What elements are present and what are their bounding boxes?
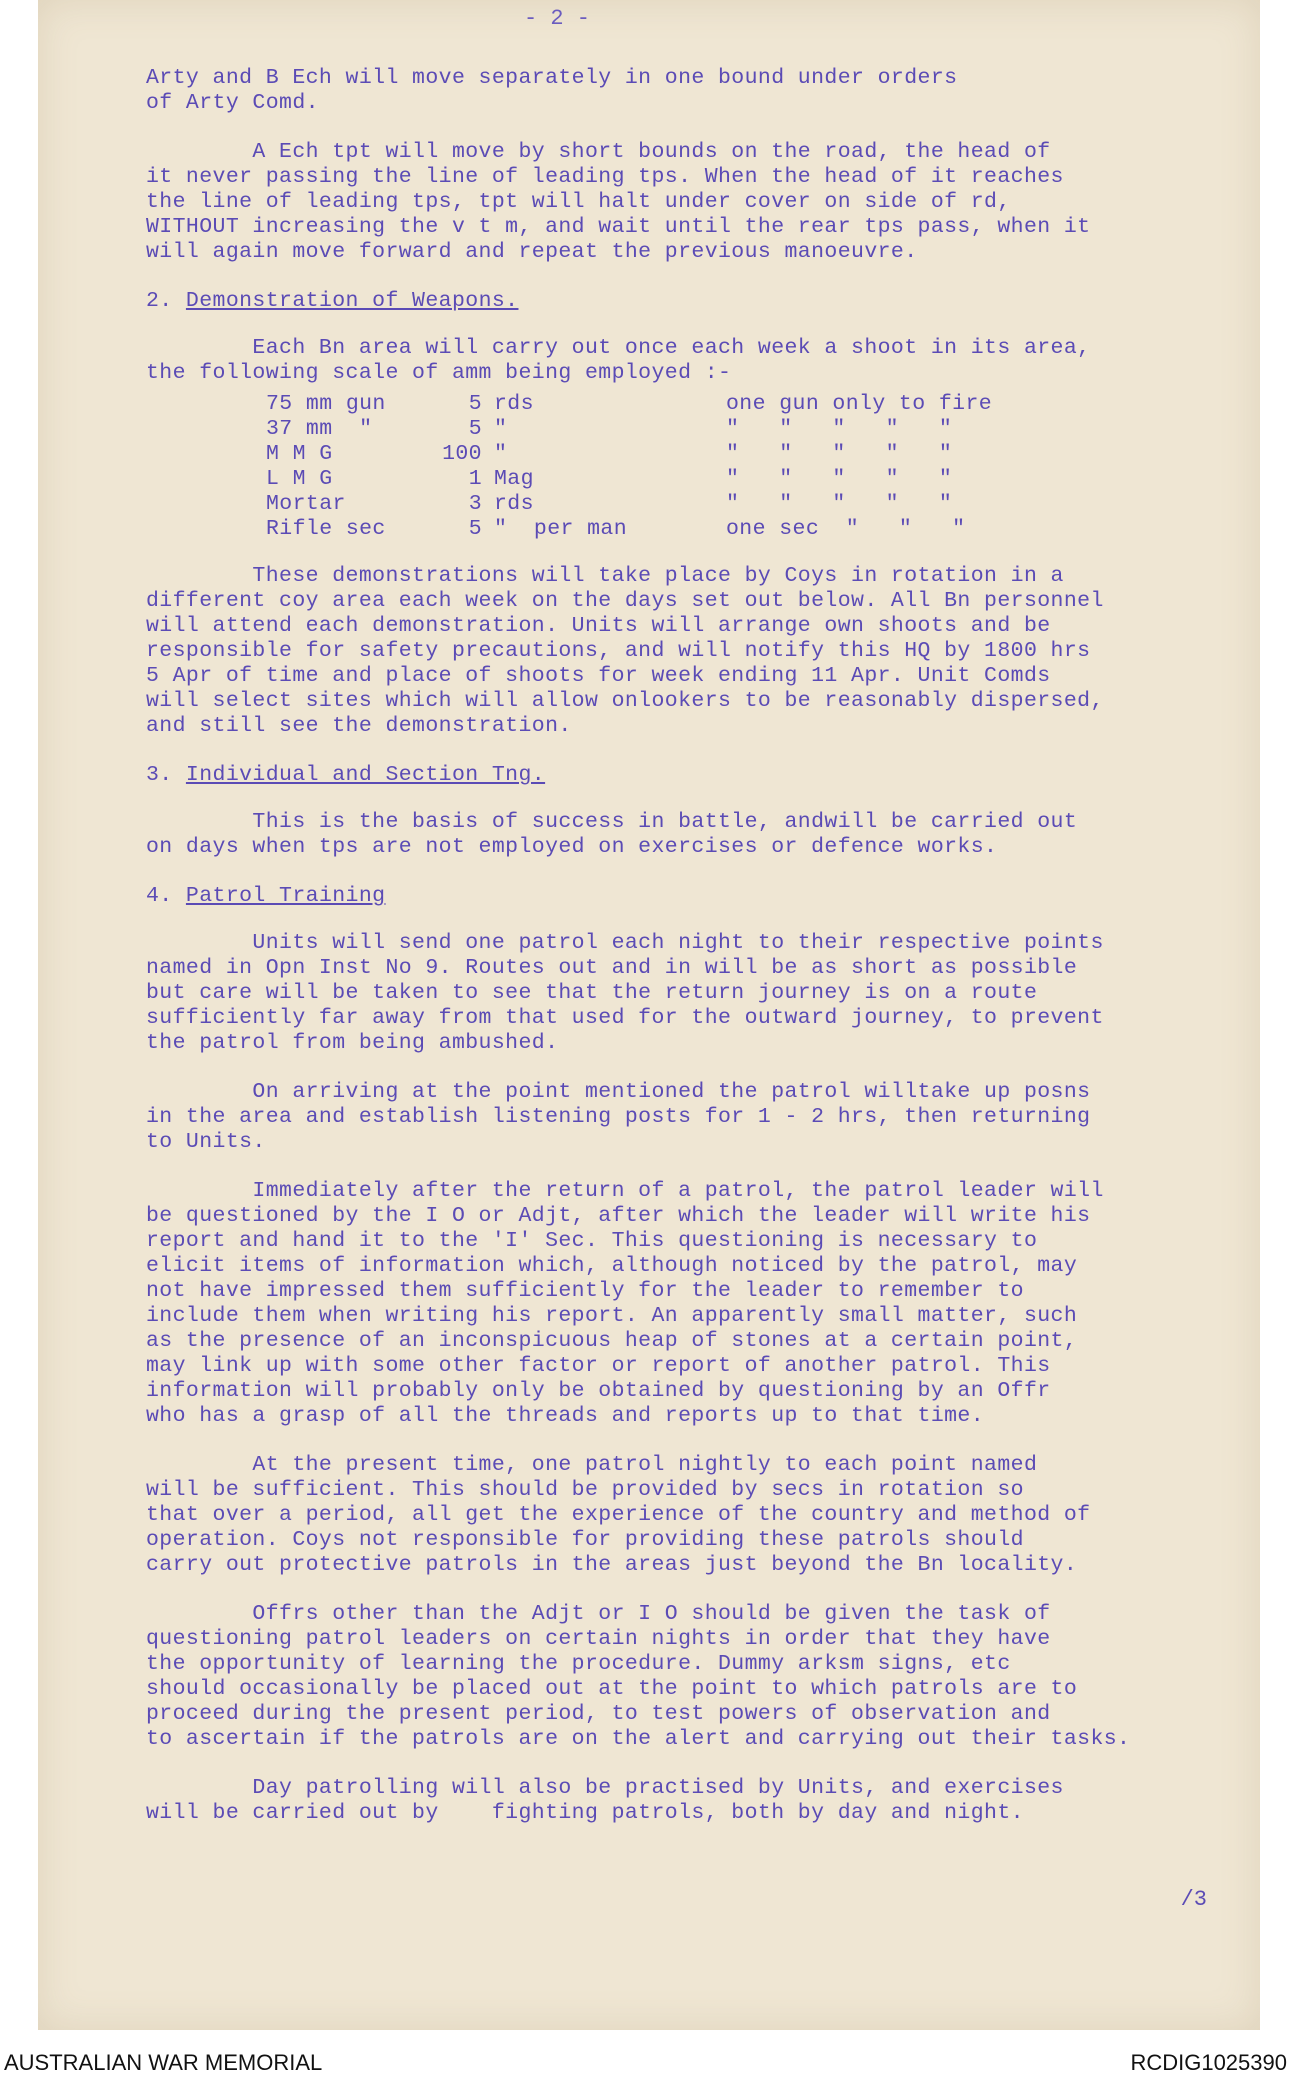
ammo-row: Mortar 3 rds " " " " ": [266, 492, 953, 516]
footer-institution: AUSTRALIAN WAR MEMORIAL: [4, 2050, 323, 2075]
section-3-paragraph-1: This is the basis of success in battle, andwill be carried out on days when tps are not employed on exercises or defence works.: [146, 810, 1078, 859]
footer-record-id: RCDIG1025390: [1130, 2050, 1287, 2075]
section-3-title: Individual and Section Tng.: [185, 763, 546, 787]
section-4-paragraph-3: Immediately after the return of a patrol, the patrol leader will be questioned by the I O or Adjt, after which the leader will write his report and hand it to the 'I' Sec. This questioning is necessary to elicit items of information which, although noticed by the patrol, may not have impressed them sufficiently for the leader to remember to include them when writing his report. An apparently small matter, such as the presence of an inconspicuous heap of stones at a certain point, may link up with some other factor or report of another patrol. This information will probably only be obtained by questioning by an Offr who has a grasp of all the threads and reports up to that time.: [146, 1179, 1104, 1428]
section-4-paragraph-4: At the present time, one patrol nightly to each point named will be sufficient. This should be provided by secs in rotation so that over a period, all get the experience of the country and method of operation. Coys not responsible for providing these patrols should carry out protective patrols in the areas just beyond the Bn locality.: [146, 1453, 1091, 1577]
continuation-marker: /3: [1180, 1887, 1207, 1912]
section-3-number: 3.: [146, 763, 173, 787]
section-4-paragraph-5: Offrs other than the Adjt or I O should be given the task of questioning patrol leaders on certain nights in order that they have the opportunity of learning the procedure. Dummy arksm signs, etc should occasionally be placed out at the point to which patrols are to proceed during the present period, to test powers of observation and to ascertain if the patrols are on the alert and carrying out their tasks.: [146, 1602, 1131, 1751]
ammunition-scale-table: [146, 392, 1226, 542]
section-2-number: 2.: [146, 289, 173, 313]
ammo-row: 75 mm gun 5 rds one gun only to fire: [266, 392, 993, 416]
ammo-row: 37 mm " 5 " " " " " ": [266, 417, 953, 441]
intro-paragraph-2: A Ech tpt will move by short bounds on the road, the head of it never passing the line of leading tps. When the head of it reaches the line of leading tps, tpt will halt under cover on side of rd, WITHOUT increasing the v t m, and wait until the rear tps pass, when it will again move forward and repeat the previous manoeuvre.: [146, 140, 1091, 264]
section-4-heading: [146, 884, 1226, 909]
section-4-number: 4.: [146, 884, 173, 908]
section-4-paragraph-6: Day patrolling will also be practised by Units, and exercises will be carried out by fighting patrols, both by day and night.: [146, 1776, 1064, 1825]
section-4-paragraph-2: On arriving at the point mentioned the patrol willtake up posns in the area and establish listening posts for 1 - 2 hrs, then returning to Units.: [146, 1080, 1091, 1154]
archive-footer: [0, 2046, 1297, 2082]
ammo-row: Rifle sec 5 " per man one sec " " ": [266, 517, 966, 541]
ammo-row: L M G 1 Mag " " " " ": [266, 467, 953, 491]
section-4-title: Patrol Training: [185, 884, 386, 908]
section-2-heading: [146, 289, 1226, 314]
intro-paragraph-1: Arty and B Ech will move separately in one bound under orders of Arty Comd.: [146, 66, 958, 115]
section-3-heading: [146, 763, 1226, 788]
section-2-paragraph-2: These demonstrations will take place by Coys in rotation in a different coy area each week on the days set out below. All Bn personnel will attend each demonstration. Units will arrange own shoots and be responsible for safety precautions, and will notify this HQ by 1800 hrs 5 Apr of time and place of shoots for week ending 11 Apr. Unit Comds will select sites which will allow onlookers to be reasonably dispersed, and still see the demonstration.: [146, 564, 1104, 738]
section-2-paragraph-1: Each Bn area will carry out once each week a shoot in its area, the following scale of amm being employed :-: [146, 336, 1091, 385]
typed-text: [146, 66, 1226, 1850]
section-2-title: Demonstration of Weapons.: [185, 289, 519, 313]
section-4-paragraph-1: Units will send one patrol each night to their respective points named in Opn Inst No 9. Routes out and in will be as short as possible but care will be taken to see that the return journey is on a route sufficiently far away from that used for the outward journey, to prevent the patrol from being ambushed.: [146, 931, 1104, 1055]
page-number: - 2 -: [524, 6, 591, 31]
ammo-row: M M G 100 " " " " " ": [266, 442, 953, 466]
